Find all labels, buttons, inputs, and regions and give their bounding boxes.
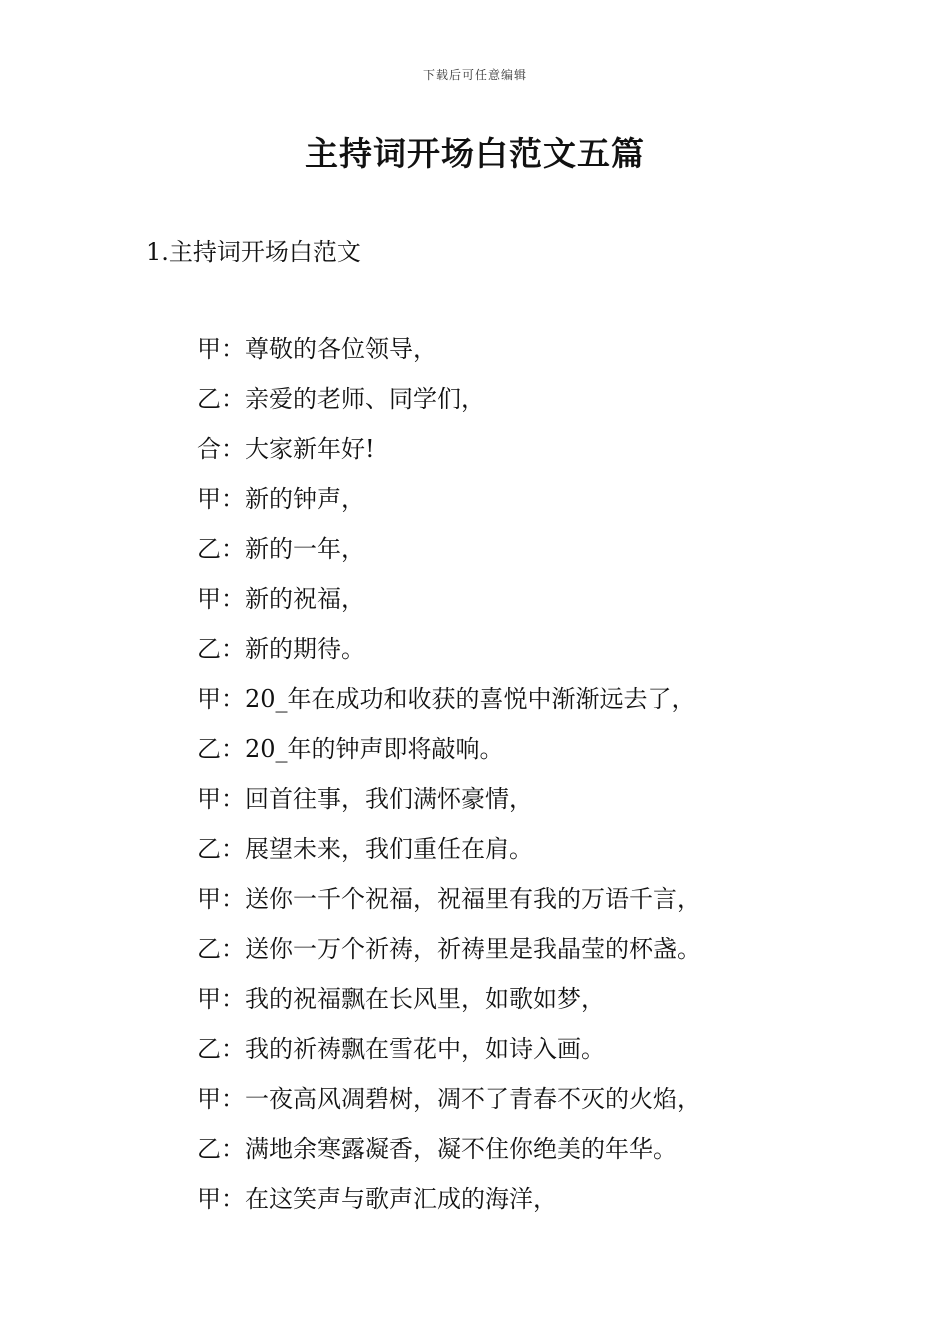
dialogue-line: 乙：亲爱的老师、同学们，	[197, 385, 485, 413]
dialogue-line: 甲：20_年在成功和收获的喜悦中渐渐远去了，	[197, 685, 696, 713]
dialogue-line: 甲：在这笑声与歌声汇成的海洋，	[197, 1185, 557, 1213]
dialogue-line: 合：大家新年好!	[197, 435, 375, 463]
dialogue-line: 乙：送你一万个祈祷，祈祷里是我晶莹的杯盏。	[197, 935, 701, 963]
dialogue-line: 乙：满地余寒露凝香，凝不住你绝美的年华。	[197, 1135, 677, 1163]
dialogue-line: 甲：回首往事，我们满怀豪情，	[197, 785, 533, 813]
dialogue-line: 乙：新的期待。	[197, 635, 365, 663]
dialogue-line: 甲：尊敬的各位领导，	[197, 335, 437, 363]
dialogue-list	[197, 331, 701, 1231]
dialogue-line: 甲：新的祝福，	[197, 585, 365, 613]
dialogue-line: 甲：新的钟声，	[197, 485, 365, 513]
document-title: 主持词开场白范文五篇	[305, 134, 645, 173]
dialogue-line: 甲：我的祝福飘在长风里，如歌如梦，	[197, 985, 605, 1013]
dialogue-line: 甲：一夜高风凋碧树，凋不了青春不灭的火焰，	[197, 1085, 701, 1113]
section-heading: 1.主持词开场白范文	[146, 238, 361, 266]
dialogue-line: 乙：展望未来，我们重任在肩。	[197, 835, 533, 863]
header-note: 下载后可任意编辑	[422, 68, 527, 82]
dialogue-line: 乙：20_年的钟声即将敲响。	[197, 735, 504, 763]
dialogue-line: 乙：新的一年，	[197, 535, 365, 563]
dialogue-line: 乙：我的祈祷飘在雪花中，如诗入画。	[197, 1035, 605, 1063]
dialogue-line: 甲：送你一千个祝福，祝福里有我的万语千言，	[197, 885, 701, 913]
